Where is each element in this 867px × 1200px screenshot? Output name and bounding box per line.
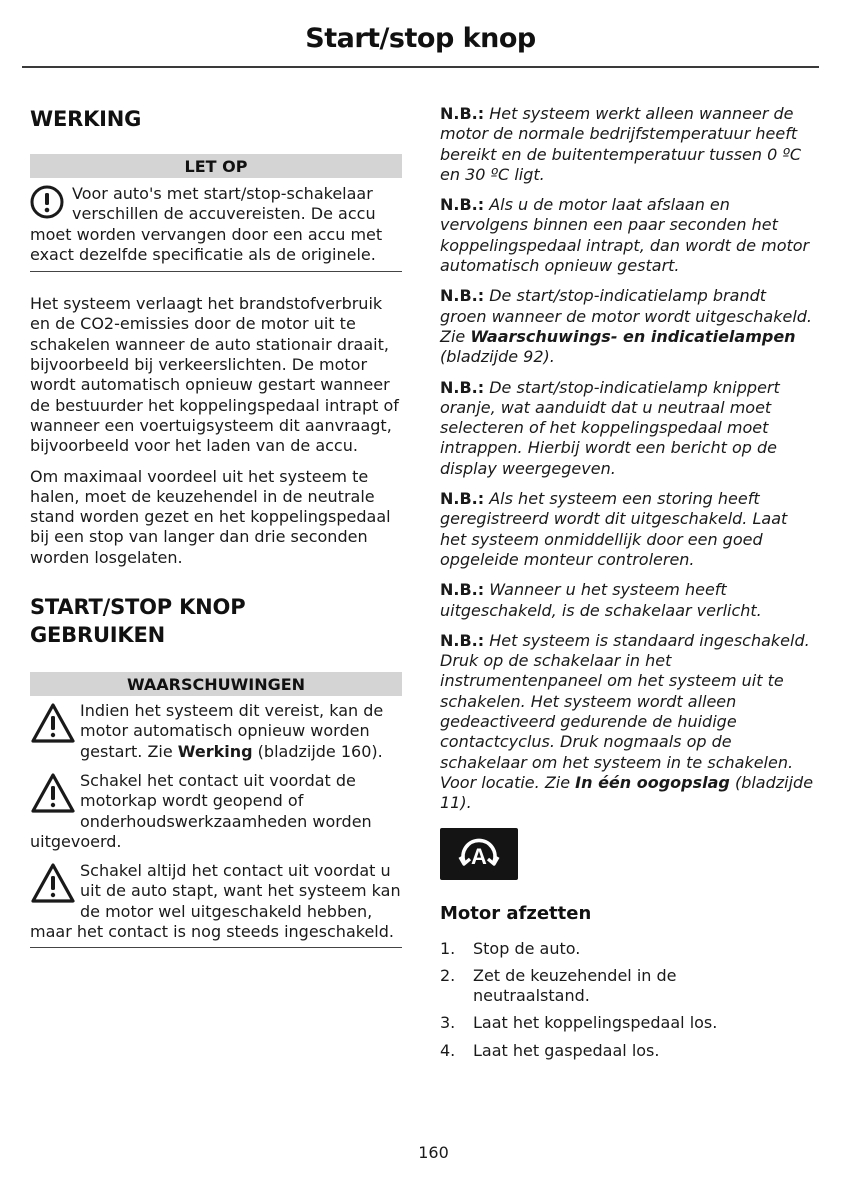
right-column [440, 104, 817, 1068]
note-4: N.B.: De start/stop-indicatielamp knippert oranje, wat aanduidt dat u neutraal moet selecteren of het koppelingspedaal moet intrappen. Hierbij wordt een bericht op de display weergegeven. [440, 377, 780, 478]
page-header [22, 0, 819, 68]
caution-bar: LET OP [30, 154, 402, 178]
warning-triangle-icon [30, 771, 80, 817]
note-3: N.B.: De start/stop-indicatielamp brandt groen wanneer de motor wordt uitgeschakeld. Zie Waarschuwings- en indicatielampen (bladzijde 92). [440, 286, 813, 367]
list-item: 4. Laat het gaspedaal los. [440, 1040, 660, 1060]
note-ref-oogopslag: In één oogopslag [575, 772, 730, 792]
paragraph-intro: Het systeem verlaagt het brandstofverbruik en de CO2-emissies door de motor uit te schakelen wanneer de auto stationair draait, bijvoorbeeld bij verkeerslichten. De motor wordt automatisch opnieuw gestart wanneer de bestuurder het koppelingspedaal intrapt of wanneer een voertuigsysteem dit aanvraagt, bijvoorbeeld voor het laden van de accu. [30, 294, 399, 456]
page-title: Start/stop knop [305, 23, 536, 54]
page-number: 160 [418, 1143, 449, 1162]
section-heading-werking: WERKING [30, 107, 142, 131]
warning-ref-werking: Werking [177, 741, 253, 761]
note-ref-indicatielampen: Waarschuwings- en indicatielampen [470, 326, 796, 346]
warning-text-1: Indien het systeem dit vereist, kan de motor automatisch opnieuw worden gestart. Zie Werking (bladzijde 160). [80, 701, 384, 761]
warning-text-3: Schakel altijd het contact uit voordat u uit de auto stapt, want het systeem kan de motor wel uitgeschakeld hebben, maar het contact is nog steeds ingeschakeld. [30, 861, 401, 942]
paragraph-advice: Om maximaal voordeel uit het systeem te halen, moet de keuzehendel in de neutrale stand worden gezet en het koppelingspedaal bij een stop van langer dan drie seconden worden losgelaten. [30, 466, 391, 567]
list-item: 1. Stop de auto. [440, 938, 581, 958]
auto-start-stop-icon [440, 828, 518, 880]
svg-text:A: A [471, 843, 487, 869]
warning-text-2: Schakel het contact uit voordat de motorkap wordt geopend of onderhoudswerkzaamheden worden uitgevoerd. [30, 770, 372, 851]
section-heading-gebruiken: START/STOP KNOP GEBRUIKEN [30, 595, 246, 648]
warnings-rule [30, 947, 402, 948]
caution-rule [30, 271, 402, 272]
list-item: 3. Laat het koppelingspedaal los. [440, 1013, 718, 1033]
caution-icon [30, 184, 70, 224]
warning-triangle-icon [30, 861, 80, 907]
auto-start-stop-glyph [440, 828, 518, 880]
note-7: N.B.: Het systeem is standaard ingeschakeld. Druk op de schakelaar in het instrumentenpaneel om het systeem uit te schakelen. Het systeem wordt alleen gedeactiveerd gedurende de huidige contactcyclus. Druk nogmaals op de schakelaar om het systeem in te schakelen. Voor locatie. Zie In één oogopslag (bladzijde 11). [440, 630, 814, 813]
warning-triangle-icon [30, 701, 80, 747]
note-2: N.B.: Als u de motor laat afslaan en vervolgens binnen een paar seconden het koppelingspedaal intrapt, dan wordt de motor automatisch opnieuw gestart. [440, 195, 810, 276]
note-6: N.B.: Wanneer u het systeem heeft uitgeschakeld, is de schakelaar verlicht. [440, 580, 762, 620]
note-1: N.B.: Het systeem werkt alleen wanneer de motor de normale bedrijfstemperatuur heeft bereikt en de buitentemperatuur tussen 0 ºC en 30 ºC ligt. [440, 104, 802, 184]
caution-box [30, 184, 402, 265]
caution-text: Voor auto's met start/stop-schakelaar verschillen de accuvereisten. De accu moet worden vervangen door een accu met exact dezelfde specificatie als de originele. [30, 184, 383, 264]
note-5: N.B.: Als het systeem een storing heeft geregistreerd wordt dit uitgeschakeld. Laat het systeem onmiddellijk door een goed opgeleide monteur controleren. [440, 489, 788, 569]
warnings-bar: WAARSCHUWINGEN [30, 672, 402, 696]
warning-item-2 [30, 771, 402, 852]
warning-item-1 [30, 701, 402, 762]
list-item: 2. Zet de keuzehendel in de neutraalstand. [440, 965, 677, 1006]
left-column [30, 100, 402, 948]
steps-list [440, 939, 817, 1061]
warning-item-3 [30, 861, 402, 942]
subsection-heading: Motor afzetten [440, 902, 592, 924]
